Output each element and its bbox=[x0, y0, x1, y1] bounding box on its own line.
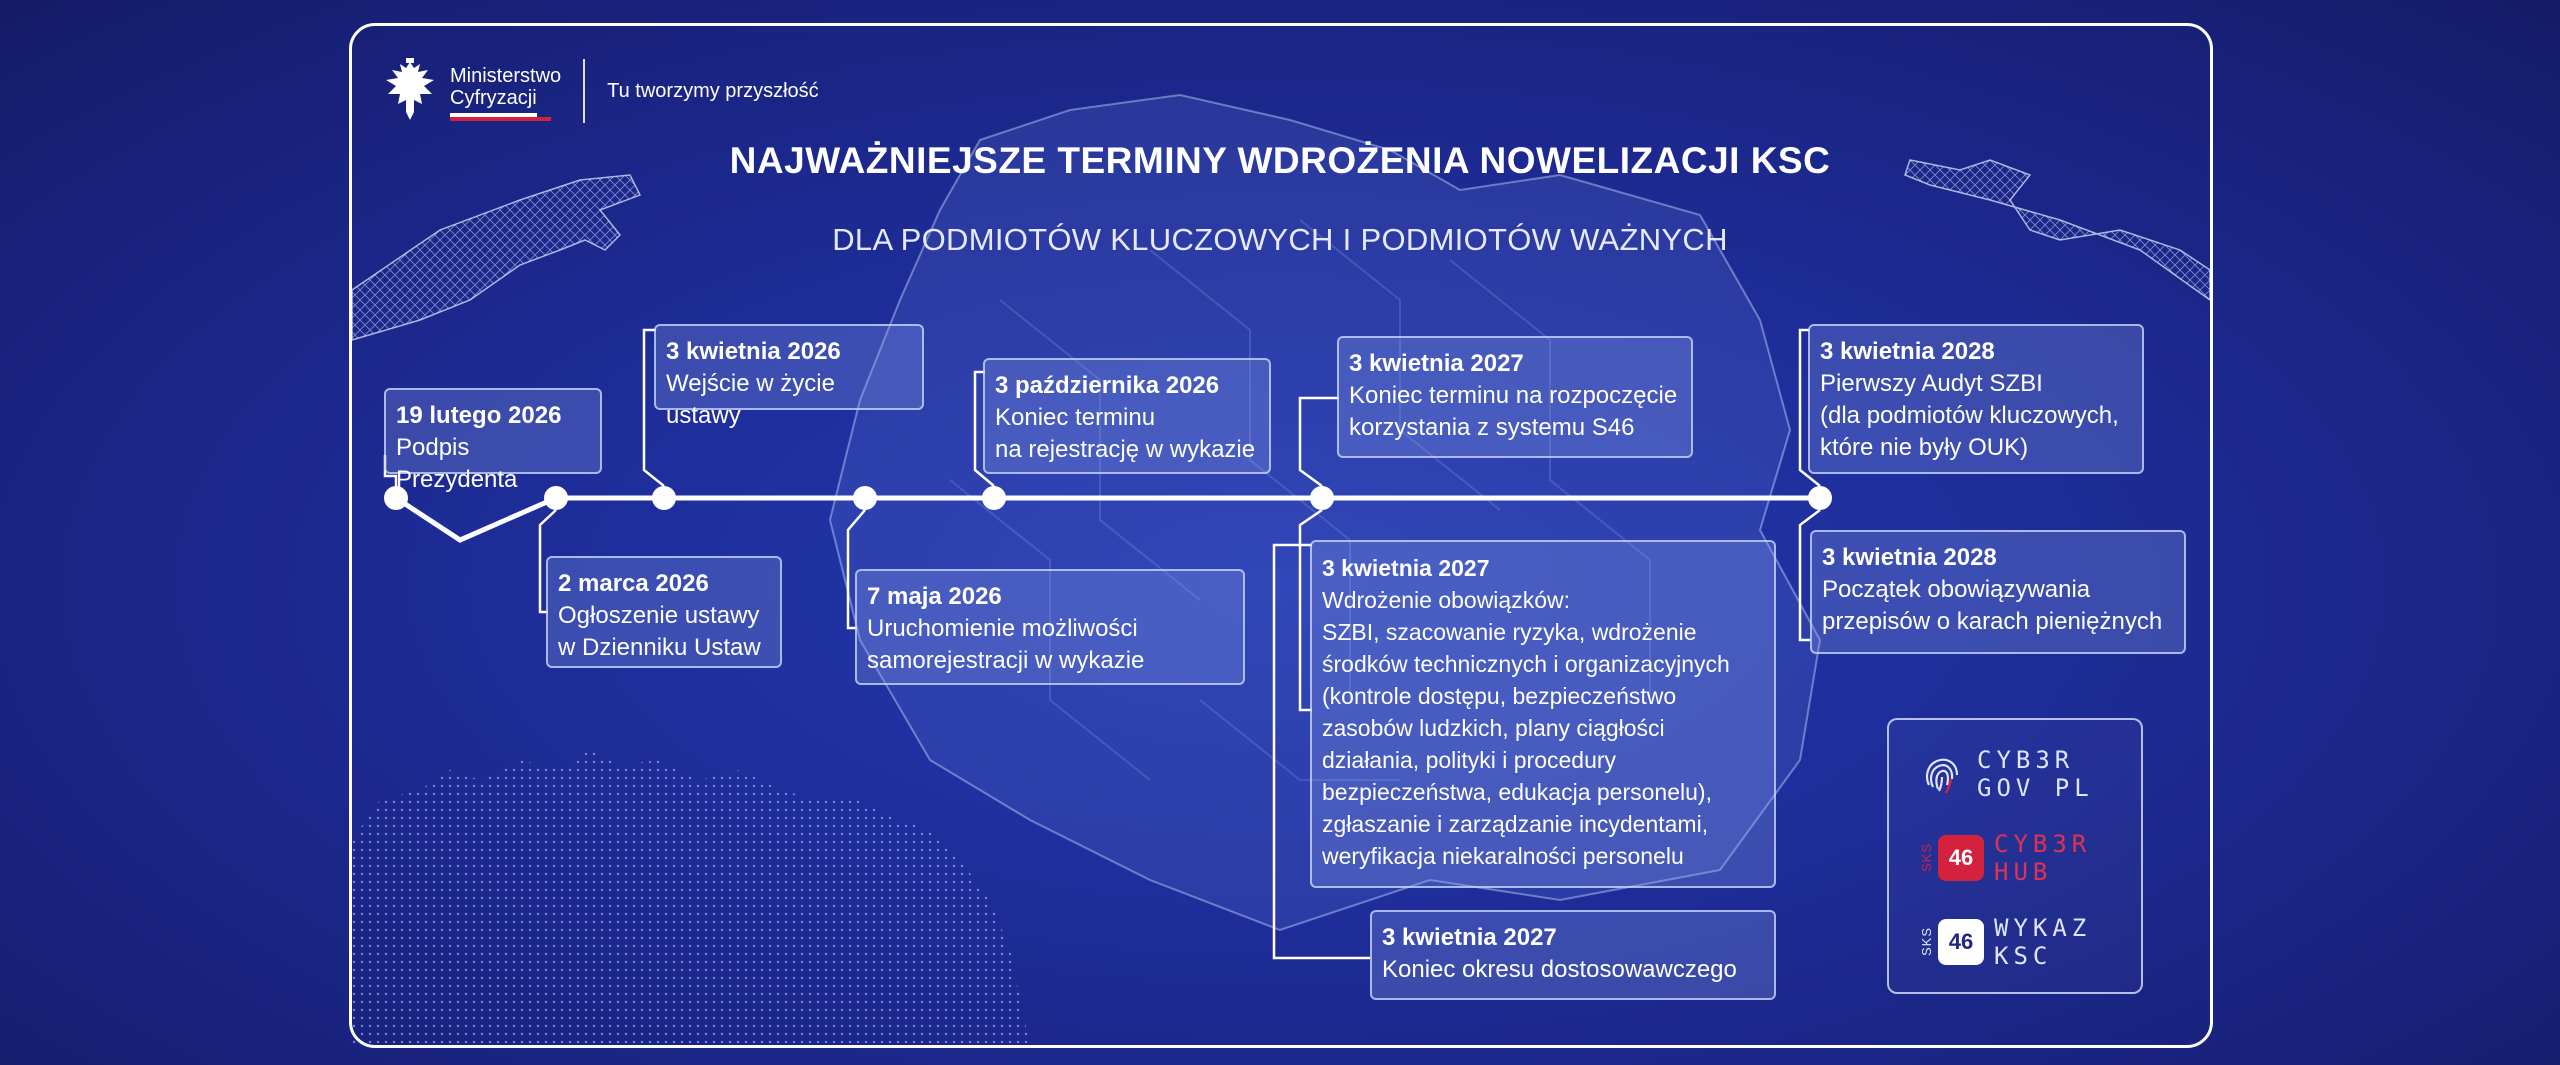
event-ogloszenie-ustawy bbox=[546, 556, 782, 668]
wykaz-line1: WYKAZ bbox=[1994, 914, 2092, 942]
event-podpis-prezydenta bbox=[384, 388, 602, 493]
wykaz-text bbox=[1994, 914, 2091, 970]
event-text: Pierwszy Audyt SZBI (dla podmiotów kluczowych, które nie były OUK) bbox=[1820, 370, 2119, 461]
header-divider bbox=[583, 59, 585, 123]
event-wejscie-w-zycie bbox=[654, 324, 924, 429]
event-text: Uruchomienie możliwości samorejestracji w wykazie bbox=[867, 615, 1145, 674]
flag-underline bbox=[450, 117, 551, 121]
event-koniec-rejestracji bbox=[983, 358, 1271, 474]
partner-logos bbox=[1887, 718, 2143, 994]
event-text: Początek obowiązywania przepisów o karach pieniężnych bbox=[1822, 576, 2163, 635]
event-date: 3 kwietnia 2027 bbox=[1322, 555, 1490, 581]
cyberhub-line1: CYB3R bbox=[1994, 830, 2092, 858]
event-text: Koniec terminu na rejestrację w wykazie bbox=[995, 404, 1256, 463]
ministry-line2 bbox=[450, 87, 537, 117]
ministry-name bbox=[450, 65, 561, 117]
event-text: Wdrożenie obowiązków: SZBI, szacowanie ryzyka, wdrożenie środków technicznych i organizacyjnych (kontrole dostępu, bezpieczeństwo zasobów ludzkich, plany ciągłości działania, polityki i procedury bezpieczeństwa, edukacja personelu), zgłaszanie i zarządzanie incydentami, weryfikacja niekaralności personelu bbox=[1322, 587, 1730, 869]
event-okres-dostosowawczy bbox=[1370, 910, 1776, 1000]
event-kary-pieniezne bbox=[1810, 530, 2186, 654]
event-system-s46 bbox=[1337, 336, 1693, 458]
page-title: NAJWAŻNIEJSZE TERMINY WDROŻENIA NOWELIZACJI KSC bbox=[729, 140, 1831, 181]
header bbox=[380, 56, 819, 126]
event-text: Koniec okresu dostosowawczego bbox=[1382, 956, 1737, 983]
wykaz-badge: 46 bbox=[1938, 919, 1984, 965]
page-subtitle: DLA PODMIOTÓW KLUCZOWYCH I PODMIOTÓW WAŻNYCH bbox=[832, 222, 1728, 257]
event-audyt-szbi bbox=[1808, 324, 2144, 474]
ministry-line2-text: Cyfryzacji bbox=[450, 87, 537, 109]
cyberhub-line2: HUB bbox=[1994, 858, 2053, 886]
event-date: 3 kwietnia 2027 bbox=[1349, 350, 1524, 377]
fingerprint-icon bbox=[1919, 751, 1965, 797]
event-text: Podpis Prezydenta bbox=[396, 434, 518, 493]
event-samorejestracja bbox=[855, 569, 1245, 685]
event-text: Ogłoszenie ustawy w Dzienniku Ustaw bbox=[558, 602, 761, 661]
wykaz-side-label: SKS bbox=[1919, 927, 1934, 957]
event-text: Wejście w życie ustawy bbox=[666, 370, 835, 429]
event-date: 3 kwietnia 2027 bbox=[1382, 924, 1557, 951]
event-wdrozenie-obowiazkow bbox=[1310, 540, 1776, 888]
cybergov-line2: GOV PL bbox=[1977, 774, 2094, 802]
event-date: 3 października 2026 bbox=[995, 372, 1220, 399]
tagline: Tu tworzymy przyszłość bbox=[607, 79, 819, 102]
event-date: 7 maja 2026 bbox=[867, 583, 1002, 610]
cybergov-line1: CYB3R bbox=[1977, 746, 2075, 774]
cyberhub-logo bbox=[1919, 830, 2091, 886]
cyberhub-text bbox=[1994, 830, 2091, 886]
wykaz-logo bbox=[1919, 914, 2091, 970]
event-date: 3 kwietnia 2028 bbox=[1820, 338, 1995, 365]
wykaz-line2: KSC bbox=[1994, 942, 2053, 970]
event-date: 3 kwietnia 2026 bbox=[666, 338, 841, 365]
cyberhub-side-label: SKS bbox=[1919, 843, 1934, 873]
event-date: 2 marca 2026 bbox=[558, 570, 709, 597]
event-text: Koniec terminu na rozpoczęcie korzystania z systemu S46 bbox=[1349, 382, 1678, 441]
ministry-line1: Ministerstwo bbox=[450, 65, 562, 87]
cyberhub-badge: 46 bbox=[1938, 835, 1984, 881]
event-date: 3 kwietnia 2028 bbox=[1822, 544, 1997, 571]
event-date: 19 lutego 2026 bbox=[396, 402, 562, 429]
eagle-emblem-icon bbox=[380, 56, 440, 126]
cybergov-logo bbox=[1919, 746, 2094, 802]
cybergov-text bbox=[1977, 746, 2094, 802]
